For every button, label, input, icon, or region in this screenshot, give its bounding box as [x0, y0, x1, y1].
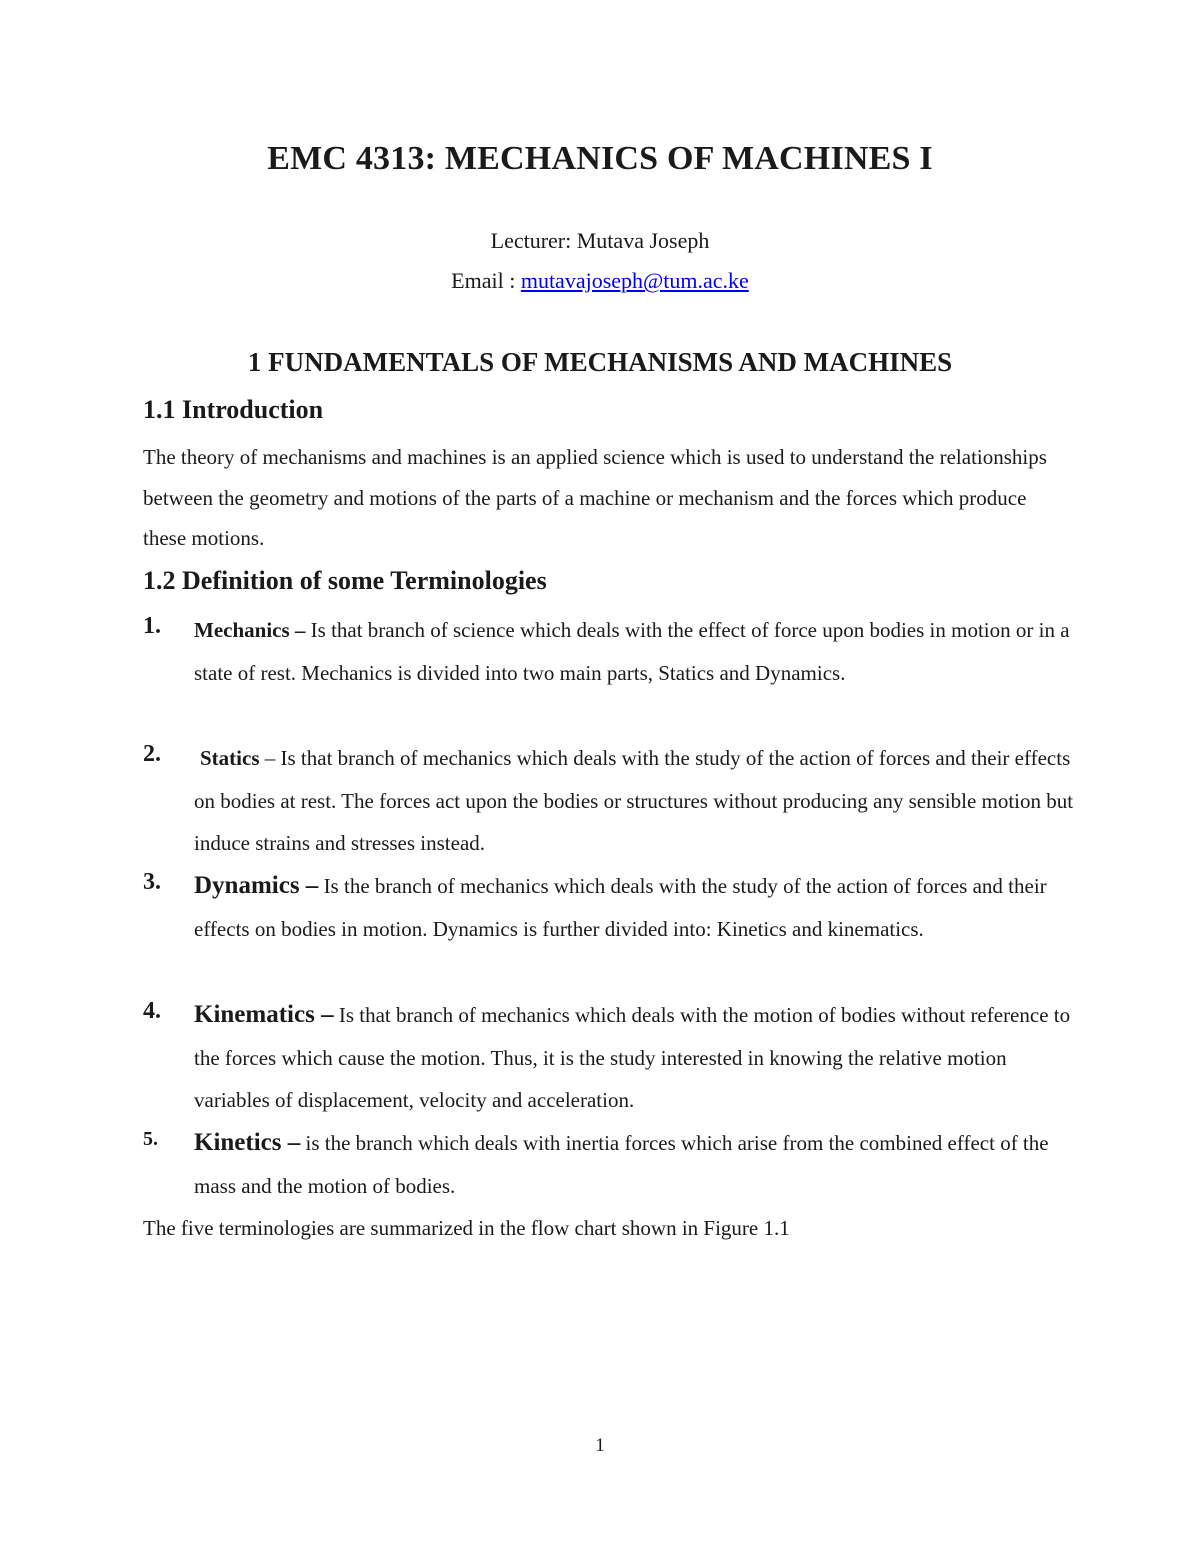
list-item-body	[194, 865, 1074, 950]
list-item-number: 5.	[143, 1128, 158, 1150]
term-kinetics: Kinetics –	[194, 1129, 301, 1156]
list-item-body	[194, 737, 1074, 865]
list-item-body	[194, 1122, 1074, 1207]
section-heading-terminologies: 1.2 Definition of some Terminologies	[143, 566, 547, 595]
list-item-body	[194, 609, 1074, 694]
term-dynamics: Dynamics –	[194, 872, 319, 899]
email-link[interactable]: mutavajoseph@tum.ac.ke	[520, 268, 749, 293]
list-item-body	[194, 994, 1074, 1122]
chapter-title: 1 FUNDAMENTALS OF MECHANISMS AND MACHINES	[247, 347, 953, 377]
email-line	[0, 268, 1200, 294]
term-mechanics-definition: Is that branch of science which deals with the effect of force upon bodies in motion or in a state of rest. Mechanics is divided into two main parts, Statics and Dynamics.	[194, 618, 1070, 685]
section-heading-introduction: 1.1 Introduction	[143, 395, 324, 424]
lecturer-line: Lecturer: Mutava Joseph	[490, 228, 710, 253]
list-item-number: 1.	[143, 613, 161, 639]
list-item-number: 2.	[143, 741, 161, 767]
closing-sentence: The five terminologies are summarized in the flow chart shown in Figure 1.1	[143, 1216, 790, 1240]
term-mechanics: Mechanics –	[194, 618, 306, 642]
list-item-number: 4.	[143, 998, 161, 1024]
page-number: 1	[595, 1435, 605, 1456]
term-statics-definition: – Is that branch of mechanics which deals with the study of the action of forces and their effects on bodies at rest. The forces act upon the bodies or structures without producing any sensible motion but induce strains and stresses instead.	[194, 746, 1074, 855]
term-kinematics: Kinematics –	[194, 1001, 334, 1028]
email-label: Email :	[451, 268, 521, 293]
list-item-number: 3.	[143, 869, 161, 895]
term-kinetics-definition: is the branch which deals with inertia forces which arise from the combined effect of the mass and the motion of bodies.	[194, 1131, 1049, 1198]
term-kinematics-definition: Is that branch of mechanics which deals with the motion of bodies without reference to the forces which cause the motion. Thus, it is the study interested in knowing the relative motion variables of displacement, velocity and acceleration.	[194, 1003, 1071, 1112]
term-statics: Statics	[200, 746, 260, 770]
term-dynamics-definition: Is the branch of mechanics which deals with the study of the action of forces and their effects on bodies in motion. Dynamics is further divided into: Kinetics and kinematics.	[194, 874, 1047, 941]
document-title: EMC 4313: MECHANICS OF MACHINES I	[267, 140, 933, 177]
introduction-paragraph: The theory of mechanisms and machines is an applied science which is used to understand the relationships between the geometry and motions of the parts of a machine or mechanism and the forces which produce these motions.	[143, 445, 1047, 550]
